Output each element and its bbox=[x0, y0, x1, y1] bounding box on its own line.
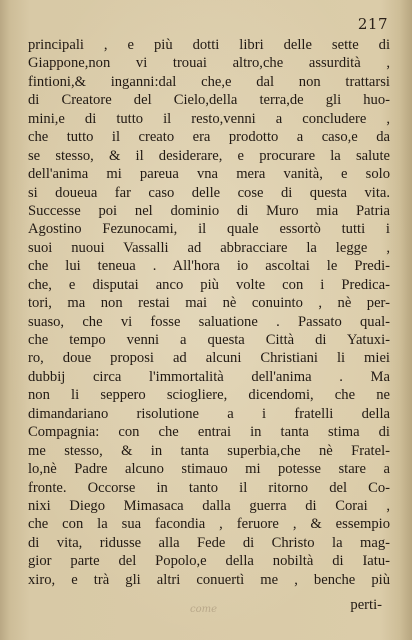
text-line: Successe poi nel dominio di Muro mia Patria bbox=[28, 202, 390, 219]
text-line: non li seppero sciogliere, dicendomi, che ne bbox=[28, 387, 390, 404]
text-line: me stesso, & in tanta superbia,che nè Fratel- bbox=[28, 442, 390, 459]
text-line: Giappone,non vi trouai altro,che assurdità , bbox=[28, 55, 390, 72]
text-line: dubbij circa l'immortalità dell'anima . Ma bbox=[28, 368, 390, 385]
page-number: 217 bbox=[357, 15, 388, 33]
text-line: gior parte del Popolo,e della nobiltà di Iatu- bbox=[28, 553, 390, 570]
text-line: che lui teneua . All'hora io ascoltai le Predi- bbox=[28, 258, 390, 275]
text-line: fintioni,& inganni:dal che,e dal non trattarsi bbox=[28, 73, 390, 90]
text-line: suaso, che vi fosse saluatione . Passato qual- bbox=[28, 313, 390, 330]
text-line: che tempo venni a questa Città di Yatuxi- bbox=[28, 332, 390, 348]
text-line: che, e disputai anco più volte con i Predica- bbox=[28, 276, 390, 293]
text-line: xiro, e trà gli altri conuertì me , benche più bbox=[28, 571, 390, 588]
text-line: di vita, ridusse alla Fede di Christo la mag- bbox=[28, 534, 390, 551]
text-line: che tutto il creato era prodotto a caso,e da bbox=[28, 129, 390, 146]
text-line: se stesso, & il desiderare, e procurare la salute bbox=[28, 147, 390, 164]
text-line: suoi nuoui Vassalli ad abbracciare la legge , bbox=[28, 239, 390, 256]
text-line: mini,e di tutto il resto,venni a concludere , bbox=[28, 110, 390, 127]
text-line: principali , e più dotti libri delle sette di bbox=[28, 37, 390, 53]
body-text bbox=[28, 36, 390, 589]
text-line: Compagnia: con che entrai in tanta stima di bbox=[28, 424, 390, 441]
show-through-mark: come bbox=[190, 604, 218, 615]
text-line: Agostino Fezunocami, il quale essortò tutti i bbox=[28, 221, 390, 238]
text-line: lo,nè Padre alcuno stimauo mi potesse stare a bbox=[28, 461, 390, 478]
text-line: che con la sua facondia , feruore , & essempio bbox=[28, 516, 390, 533]
text-line: fronte. Occorse in tanto il ritorno del Co- bbox=[28, 479, 390, 496]
catchword: perti- bbox=[350, 597, 382, 613]
text-line: tori, ma non restai mai nè conuinto , nè per- bbox=[28, 295, 390, 312]
text-line: ro, doue proposi ad alcuni Christiani li miei bbox=[28, 350, 390, 367]
text-line: nixi Diego Mimasaca dalla guerra di Corai , bbox=[28, 497, 390, 514]
text-line: dimandariano risolutione a i fratelli della bbox=[28, 405, 390, 422]
text-line: dell'anima mi pareua vna mera vanità, e solo bbox=[28, 166, 390, 183]
text-line: di Creatore del Cielo,della terra,de gli huo- bbox=[28, 92, 390, 109]
text-line: si doueua far caso delle cose di questa vita. bbox=[28, 184, 390, 201]
